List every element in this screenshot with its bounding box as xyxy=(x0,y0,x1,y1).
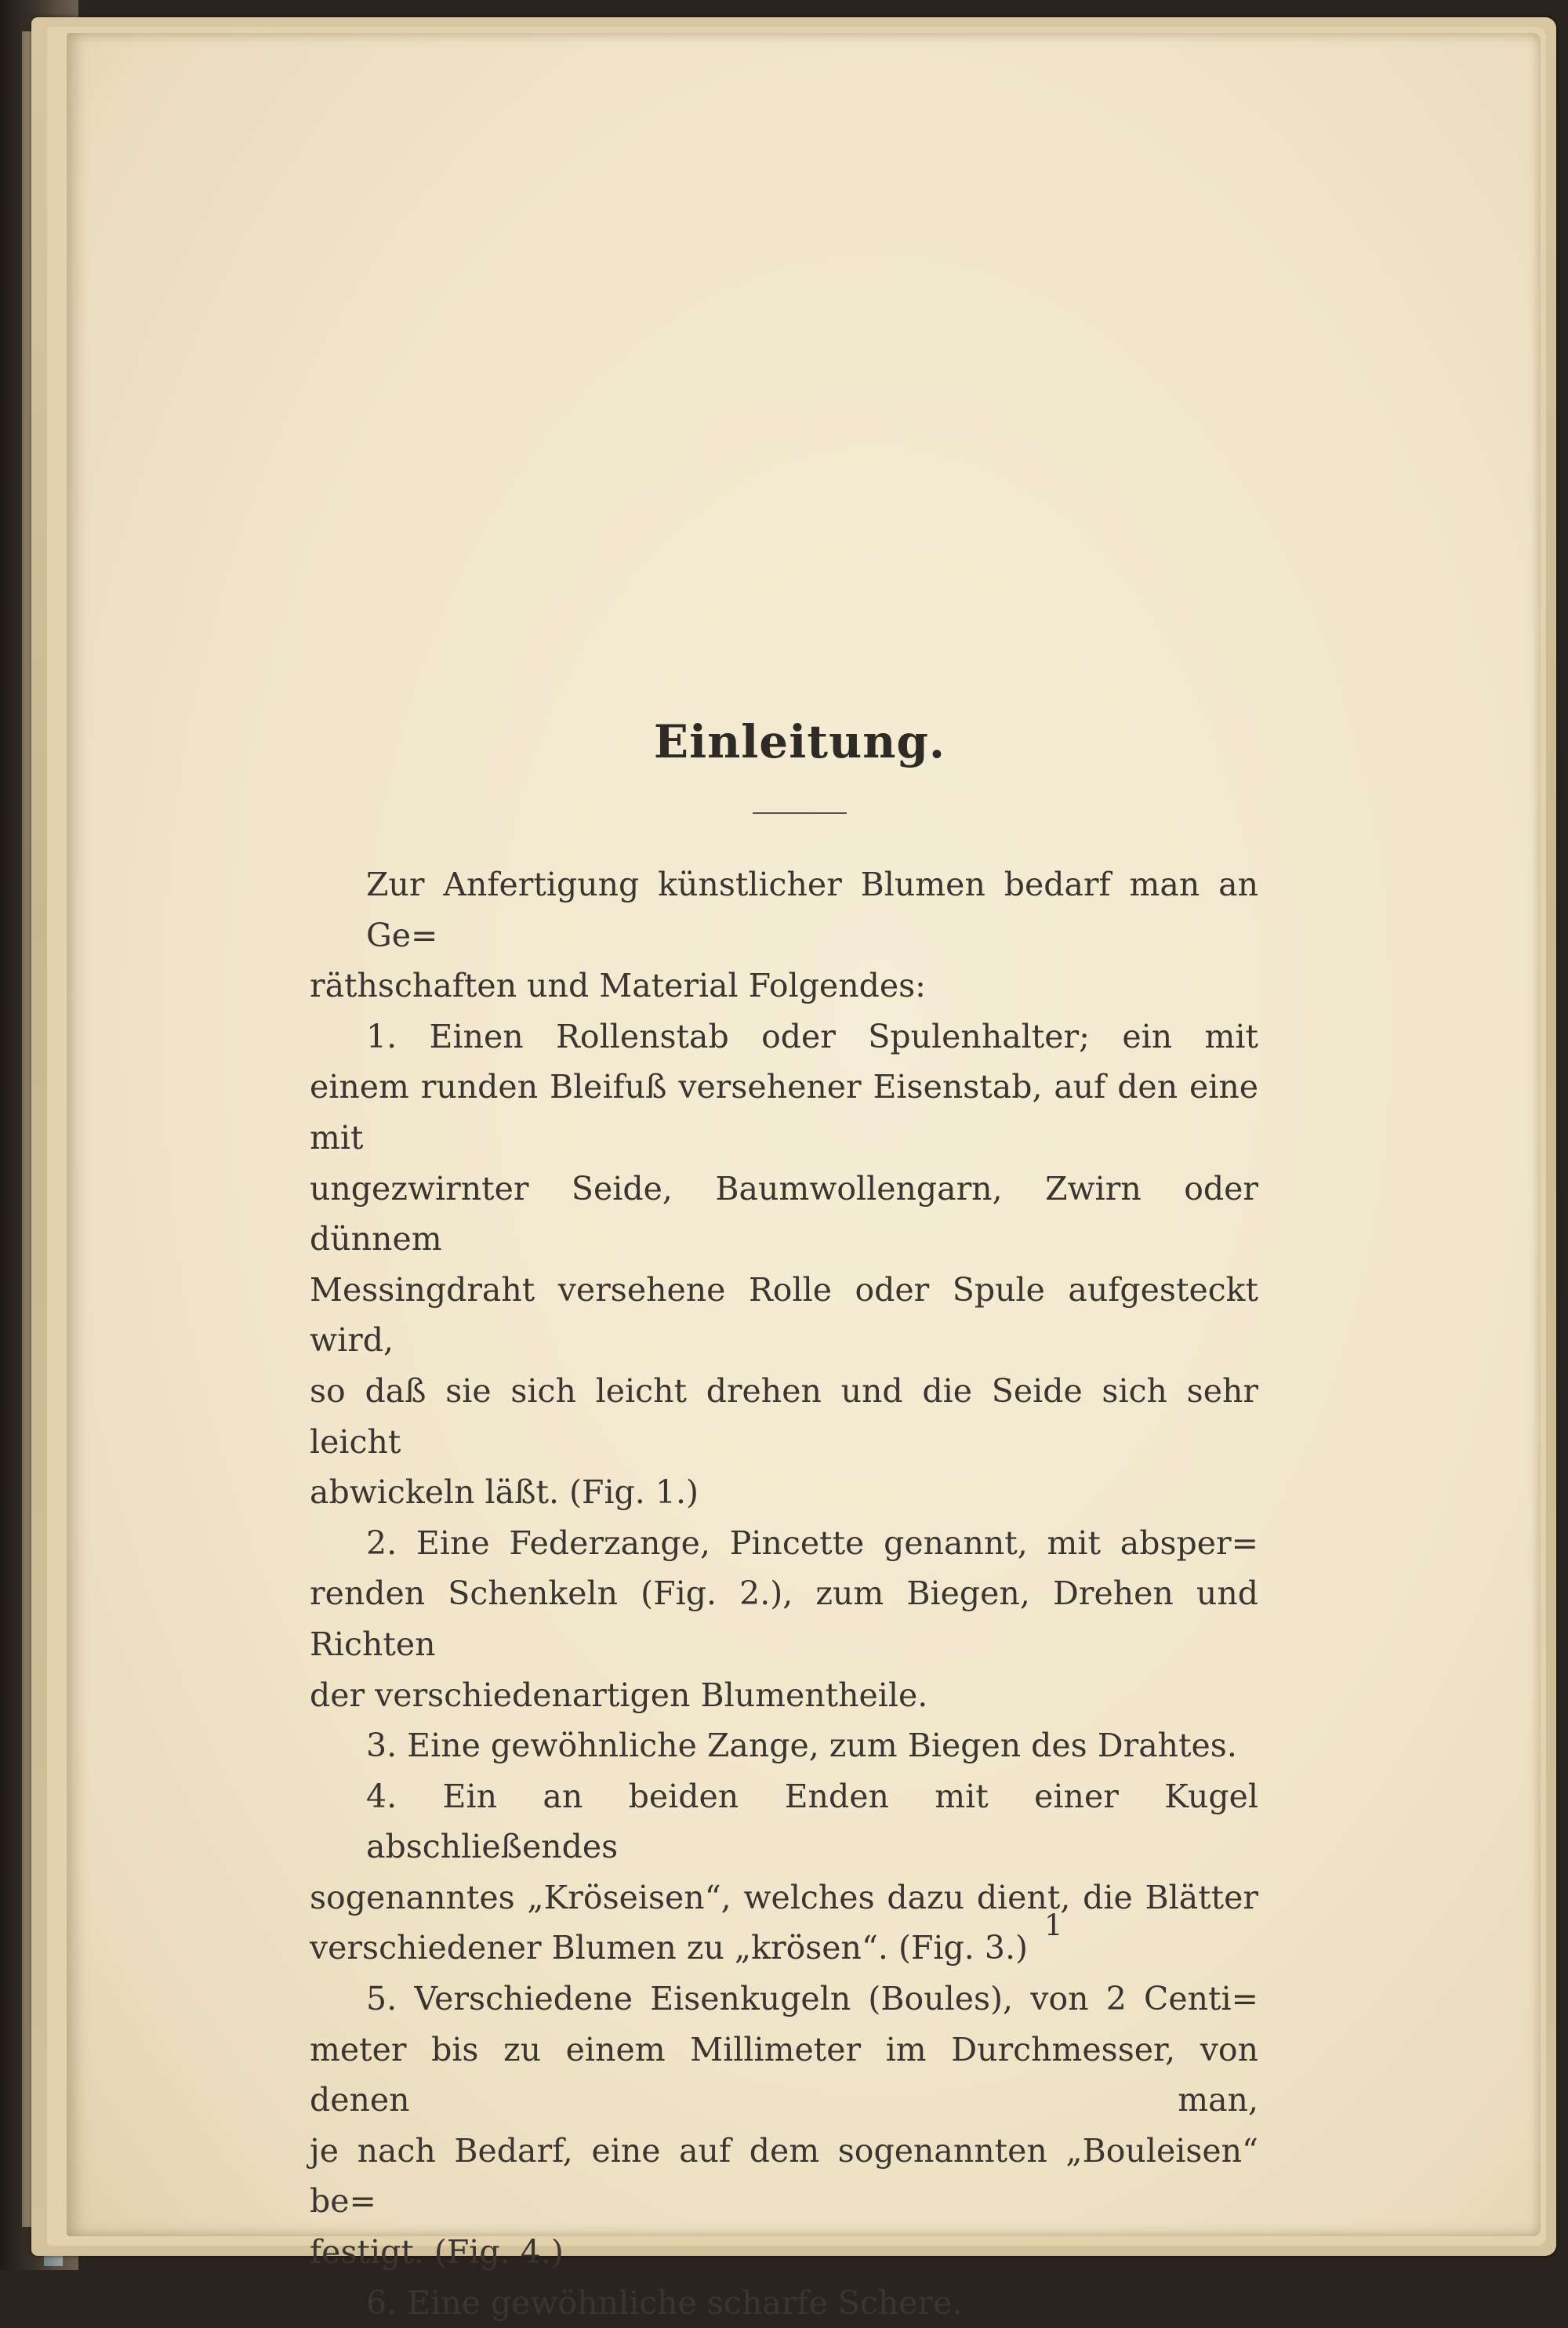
item-line: 5. Verschiedene Eisenkugeln (Boules), von 2 Centi= xyxy=(366,1980,1258,2018)
item-line: 4. Ein an beiden Enden mit einer Kugel abschließendes xyxy=(366,1777,1258,1866)
item-paragraph-1 xyxy=(310,1011,1258,1518)
item-line: der verschiedenartigen Blumentheile. xyxy=(310,1676,928,1714)
item-line: Messingdraht versehene Rolle oder Spule aufgesteckt wird, xyxy=(310,1270,1258,1360)
item-line: so daß sie sich leicht drehen und die Seide sich sehr leicht xyxy=(310,1371,1258,1461)
chapter-title: Einleitung. xyxy=(653,715,946,768)
page-text-block xyxy=(310,715,1258,2328)
page-number: 1 xyxy=(1044,1909,1063,1942)
book-page xyxy=(67,33,1541,2322)
item-paragraph-6 xyxy=(310,2278,1258,2328)
item-line: sogenanntes „Kröseisen“, welches dazu dient, die Blätter xyxy=(310,1878,1258,1916)
item-line: meter bis zu einem Millimeter im Durchmesser, von denen man, xyxy=(310,2030,1258,2119)
item-line: einem runden Bleifuß versehener Eisenstab, auf den eine mit xyxy=(310,1068,1258,1157)
item-line: abwickeln läßt. (Fig. 1.) xyxy=(310,1473,699,1512)
item-paragraph-4 xyxy=(310,1771,1258,1974)
item-line: 1. Einen Rollenstab oder Spulenhalter; ein mit xyxy=(366,1017,1258,1055)
intro-paragraph xyxy=(310,859,1258,1011)
intro-line: räthschaften und Material Folgendes: xyxy=(310,967,926,1005)
item-paragraph-2 xyxy=(310,1518,1258,1720)
item-line: renden Schenkeln (Fig. 2.), zum Biegen, Drehen und Richten xyxy=(310,1574,1258,1663)
title-divider xyxy=(753,812,847,814)
item-line: 6. Eine gewöhnliche scharfe Schere. xyxy=(366,2283,963,2322)
intro-line: Zur Anfertigung künstlicher Blumen bedarf man an Ge= xyxy=(366,866,1258,954)
item-line: 3. Eine gewöhnliche Zange, zum Biegen des Drahtes. xyxy=(366,1727,1237,1765)
item-line: festigt. (Fig. 4.) xyxy=(310,2233,564,2272)
item-line: je nach Bedarf, eine auf dem sogenannten „Bouleisen“ be= xyxy=(310,2131,1258,2221)
item-line: verschiedener Blumen zu „krösen“. (Fig. 3.) xyxy=(310,1929,1028,1967)
item-line: ungezwirnter Seide, Baumwollengarn, Zwirn oder dünnem xyxy=(310,1169,1258,1258)
item-line: 2. Eine Federzange, Pincette genannt, mit absper= xyxy=(366,1524,1258,1562)
item-paragraph-5 xyxy=(310,1974,1258,2278)
item-paragraph-3 xyxy=(310,1720,1258,1771)
